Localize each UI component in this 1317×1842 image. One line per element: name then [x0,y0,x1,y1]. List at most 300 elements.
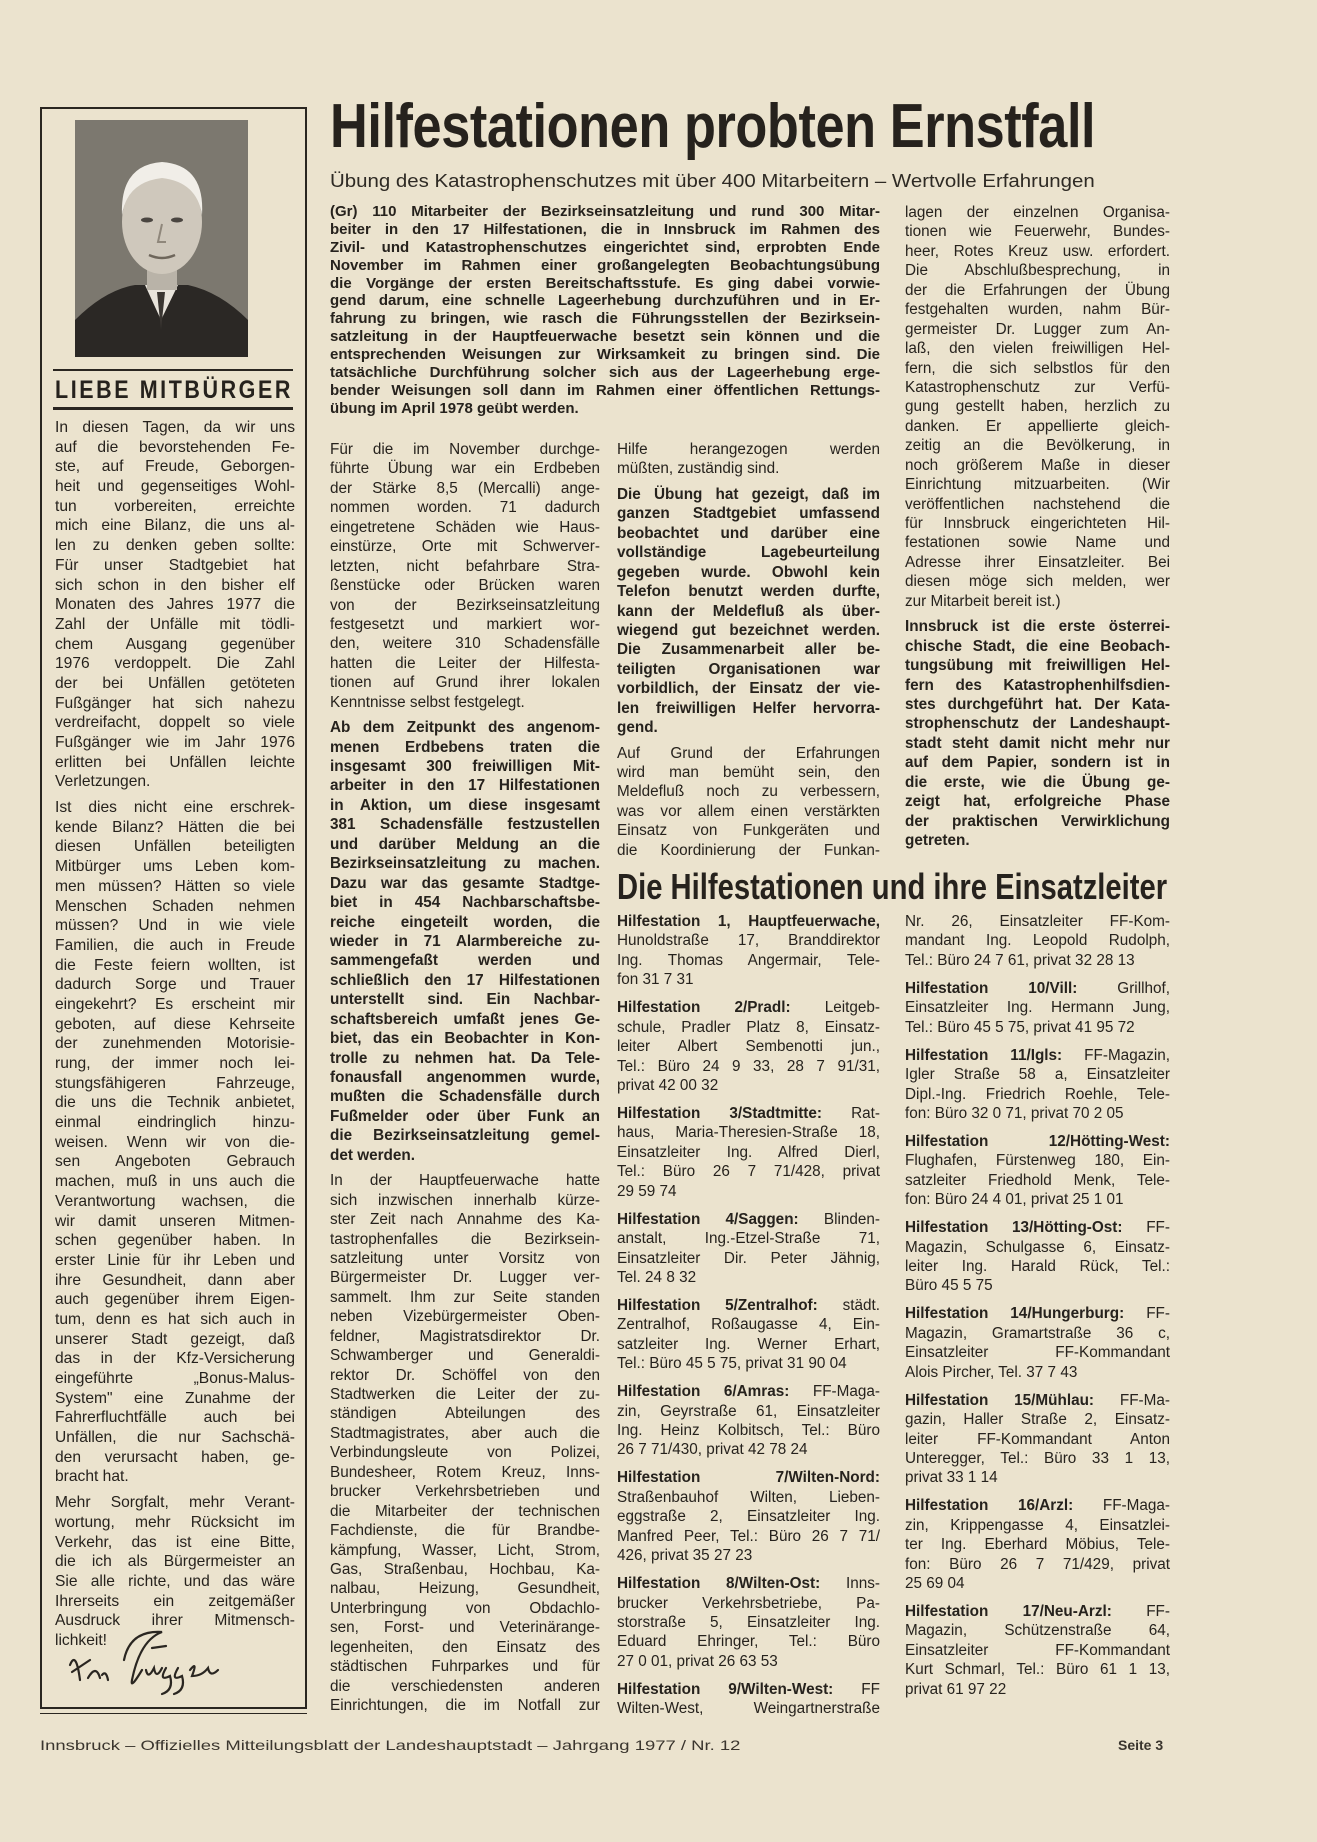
station-first-line [905,1602,1170,1621]
text-line: satzleitung unter Vorsitz von [330,1249,600,1267]
text-line: tatsächliche Durchführung solcher sich aus der Lageerhebung erge- [330,364,880,382]
text-line: sich inzwischen innerhalb kürze- [330,1191,600,1209]
text-line: anstalt, Ing.-Etzel-Straße 71, [617,1230,880,1248]
station-first-line [617,1296,880,1315]
text-line: einstürze, Orte mit Schwerver- [330,538,600,556]
text-line: men müssen? Hätten so viele [55,877,295,895]
station-first-line [617,1104,880,1123]
text-line: auch gegenüber ihrem Eigen- [55,1291,295,1309]
text-line: Schwamberger und Generaldi- [330,1347,600,1365]
text-line: Ihrerseits ein zeitgemäßer [55,1592,295,1610]
station-first-line [905,979,1170,998]
text-line: ihre Gesundheit, dann aber [55,1271,295,1289]
text-line: 29 59 74 [617,1182,677,1200]
text-line: Dipl.-Ing. Friedrich Roehle, Tele- [905,1085,1170,1103]
paragraph [617,744,880,861]
paragraph [617,485,880,738]
text-line: lichkeit! [55,1631,107,1649]
paragraph [905,203,1170,611]
station-entry [905,1218,1170,1296]
text-line: zeigt hat, erfolgreiche Phase [905,793,1170,811]
text-line: satzleiter Friedhold Menk, Tele- [905,1171,1170,1189]
text-line: strophenschutz der Landeshaupt- [905,715,1170,733]
text-line: stes durchgeführt hat. Der Kata- [905,695,1170,713]
text-line: brucker Verkehrsbetrieben und [330,1483,600,1501]
text-line: ßenstücke oder Brücken waren [330,577,600,595]
text-line: machen, muß in uns auch die [55,1173,295,1191]
text-line: fon: Büro 26 7 71/429, privat [905,1555,1170,1573]
text-line: Adresse ihrer Einsatzleiter. Bei [905,553,1170,571]
text-line: veröffentlichen nachstehend die [905,495,1170,513]
text-line: Verantwortung wachsen, die [55,1192,295,1210]
text-line: ste, auf Freude, Geborgen- [55,458,295,476]
text-line: Tel.: Büro 24 9 33, 28 7 91/31, [617,1057,880,1075]
text-line: Fußgänger wie im Jahr 1976 [55,734,295,751]
text-line: die Mitarbeiter der technischen [330,1502,600,1520]
text-line: eggstraße 2, Einsatzleiter Ing. [617,1508,880,1526]
paragraph [330,440,600,712]
text-line: zin, Geyrstraße 61, Einsatzleiter [617,1402,880,1420]
text-line: die Bezirkseinsatzleitung gemel- [330,1127,600,1145]
text-line: Unteregger, Tel.: Büro 33 1 13, [905,1449,1170,1467]
text-line: wir damit unseren Mitmen- [55,1212,295,1230]
text-line: zeitig an die Bevölkerung, in [905,437,1170,455]
text-line: Die Abschlußbesprechung, in [905,262,1170,280]
station-text: FF- [1146,1219,1170,1237]
text-line: führte Übung war ein Erdbeben [330,460,600,478]
text-line: eingekehrt? Es erscheint mir [55,995,295,1013]
station-entry [905,1046,1170,1124]
text-line: fon: Büro 32 0 71, privat 70 2 05 [905,1104,1124,1122]
text-line: Wilten-West, Weingartnerstraße [617,1700,880,1718]
text-line: Mitbürger ums Leben kom- [55,858,295,876]
text-line: 426, privat 35 27 23 [617,1547,753,1565]
text-line: entsprechenden Weisungen zur Wirksamkeit zu bringen sind. Die [330,346,880,364]
text-line: festgehalten wurden, nahm Bür- [905,301,1170,319]
station-title: Hilfestation 11/Igls: [905,1046,1063,1064]
station-first-line [905,1218,1170,1237]
text-line: was vor allem einen verstärkten [617,802,880,820]
station-entry [617,1296,880,1374]
text-line: Zahl der Unfälle mit tödli- [55,615,295,633]
text-line: sammengefaßt werden und [330,952,600,970]
station-first-line [905,1046,1170,1065]
text-line: bracht hat. [55,1468,129,1486]
text-line: kann der Meldefluß als über- [617,602,880,620]
text-line: müßten, zuständig sind. [617,460,780,478]
station-first-line [905,1496,1170,1515]
text-line: fern des Katastrophenhilfsdien- [905,676,1170,694]
text-line: menen Erdbebens traten die [330,738,600,756]
text-line: beiter in den 17 Hilfestationen, die in Innsbruck im Rahmen des [330,220,880,238]
text-line: 381 Schadensfälle festzustellen [330,816,600,834]
station-entry [617,1680,880,1719]
text-line: tionen wie Feuerwehr, Bundes- [905,223,1170,241]
text-line: Für unser Stadtgebiet hat [55,556,295,574]
station-entry [617,1574,880,1671]
text-line: leiter FF-Kommandant Anton [905,1430,1170,1448]
station-entry [617,1468,880,1565]
text-line: Unfällen, die nur Sachschä- [55,1429,295,1447]
text-line: erlitten bei Unfällen leichte [55,753,295,771]
station-text: FF- [1146,1305,1170,1323]
text-line: schule, Pradler Platz 8, Einsatz- [617,1018,880,1036]
station-entry [617,998,880,1095]
text-line: Tel.: Büro 45 5 75, privat 31 90 04 [617,1355,847,1373]
text-line: festgesetzt und markiert wor- [330,615,600,633]
station-text: FF- [1146,1603,1170,1620]
paragraph [55,418,295,792]
text-line: heer, Rotes Kreuz usw. erfordert. [905,242,1170,260]
text-line: legenheiten, den Einsatz des [330,1638,600,1656]
text-line: feldner, Magistratsdirektor Dr. [330,1327,600,1345]
article-column-1 [330,440,600,1715]
text-line: Stadtmagistrates, aber auch die [330,1424,600,1442]
text-line: gung gestellt haben, herzlich zu [905,398,1170,416]
text-line: Ausdruck ihrer Mitmensch- [55,1612,295,1630]
station-first-line [617,1382,880,1401]
text-line: auf dem Papier, sondern ist in [905,754,1170,772]
station-text: Rat- [851,1104,880,1122]
text-line: unserer Stadt gezeigt, daß [55,1330,295,1348]
text-line: Magazin, Schützenstraße 64, [905,1622,1170,1640]
text-line: Tel.: Büro 26 7 71/428, privat [617,1163,880,1181]
text-line: November im Rahmen einer großangelegten Beobachtungsübung [330,256,880,274]
text-line: müssen? Und in wie viele [55,917,295,935]
text-line: eingeführte „Bonus-Malus- [55,1370,295,1387]
text-line: sich schon in den bisher elf [55,576,295,594]
text-line: Monaten des Jahres 1977 die [55,596,295,614]
text-line: fern, die sich selbstlos für den [905,359,1170,377]
text-line: Einsatzleiter FF-Kommandant [905,1641,1170,1659]
text-line: den verursacht haben, ge- [55,1448,295,1466]
text-line: reiche eingeteilt worden, die [330,913,600,931]
article-column-3 [905,203,1170,850]
text-line: letzten, nicht befahrbare Stra- [330,557,600,575]
text-line: privat 42 00 32 [617,1077,719,1094]
text-line: heit und gegenseitiges Wohl- [55,478,295,496]
text-line: festationen sowie Name und [905,534,1170,552]
text-line: städtischen Fuhrparkes und für [330,1658,600,1676]
text-line: Fachdienste, die für Brandbe- [330,1522,600,1540]
text-line: 1976 verdoppelt. Die Zahl [55,655,295,673]
paragraph [330,1171,600,1715]
text-line: satzleitung in der Hauptfeuerwache besetzt sein können und die [330,328,880,346]
paragraph [330,718,600,1165]
station-entry-continued [905,912,1170,970]
station-title: Hilfestation 16/Arzl: [905,1497,1074,1515]
text-line: chem Ausgang gegenüber [55,635,295,653]
text-line: neben Vizebürgermeister Oben- [330,1308,600,1326]
text-line: gazin, Haller Straße 2, Einsatz- [905,1411,1170,1429]
text-line: Tel.: Büro 24 7 61, privat 32 28 13 [905,951,1135,969]
station-text: Leitgeb- [824,999,880,1017]
station-title: Hilfestation 3/Stadtmitte: [617,1104,823,1122]
text-line: sen, Forst- und Veterinärange- [330,1619,600,1637]
text-line: diesen möge sich melden, wer [905,573,1170,591]
text-line: tungsübung mit freiwilligen Hel- [905,657,1170,675]
text-line: fon 31 7 31 [617,971,694,989]
text-line: Manfred Peer, Tel.: Büro 26 7 71/ [617,1527,880,1545]
text-line: sen Angeboten Gebrauch [55,1153,295,1171]
text-line: mandant Ing. Leopold Rudolph, [905,932,1170,950]
station-title: Hilfestation 14/Hungerburg: [905,1305,1125,1323]
station-first-line [617,1210,880,1229]
title-rule-bottom [53,407,293,410]
text-line: Kurt Schmarl, Tel.: Büro 61 1 13, [905,1661,1170,1679]
station-title: Hilfestation 17/Neu-Arzl: [905,1603,1112,1620]
text-line: Kenntnisse selbst festgelegt. [330,693,525,711]
text-line: schließlich den 17 Hilfestationen [330,971,600,989]
text-line: die Koordinierung der Funkan- [617,841,880,859]
station-title: Hilfestation 6/Amras: [617,1383,790,1401]
text-line: getreten. [905,832,970,849]
text-line: tionen auf Grund ihrer lokalen [330,674,600,692]
article-headline: Hilfestationen probten Ernstfall [330,92,1096,161]
station-entry [905,1391,1170,1488]
text-line: die verschiedensten anderen [330,1677,600,1695]
station-title: Hilfestation 1, Hauptfeuerwache, [617,913,880,930]
text-line: Tel. 24 8 32 [617,1268,697,1286]
text-line: Mehr Sorgfalt, mehr Verant- [55,1494,295,1512]
station-text: FF [861,1680,880,1698]
text-line: leiter Ing. Harald Rück, Tel.: [905,1258,1170,1275]
text-line: vorbildlich, der Einsatz der vie- [617,680,880,698]
text-line: Die Zusammenarbeit aller be- [617,641,880,659]
text-line: auf die bevorstehenden Fe- [55,438,295,456]
text-line: privat 61 97 22 [905,1680,1007,1698]
text-line: von der Bezirkseinsatzleitung [330,596,600,614]
text-line: übung im April 1978 geübt werden. [330,399,579,417]
text-line: Familien, die auch in Freude [55,936,295,954]
station-entry [617,1104,880,1201]
station-text: FF-Maga- [812,1383,880,1401]
text-line: Ing. Thomas Angermair, Tele- [617,951,880,969]
text-line: fon: Büro 24 4 01, privat 25 1 01 [905,1191,1124,1209]
stations-column-1 [617,912,880,1727]
text-line: In diesen Tagen, da wir uns [55,419,295,436]
text-line: Igler Straße 58 a, Einsatzleiter [905,1066,1170,1084]
text-line: Ist dies nicht eine erschrek- [55,799,295,817]
text-line: Einrichtungen, die im Notfall zur [330,1697,600,1714]
text-line: kämpfung, Wasser, Licht, Strom, [330,1541,600,1559]
text-line: Einsatzleiter Ing. Hermann Jung, [905,999,1170,1017]
text-line: ständigen Abteilungen des [330,1405,600,1423]
text-line: einmal eindringlich hinzu- [55,1114,295,1132]
text-line: fonausfall angenommen wurde, [330,1069,600,1086]
text-line: germeister Dr. Lugger zum An- [905,320,1170,338]
text-line: Magazin, Schulgasse 6, Einsatz- [905,1238,1170,1256]
station-title: Hilfestation 5/Zentralhof: [617,1296,818,1314]
station-entry [905,1496,1170,1593]
text-line: vollständige Lagebeurteilung [617,544,880,562]
text-line: Dazu war das gesamte Stadtge- [330,874,600,892]
text-line: Fußmelder oder über Funk an [330,1107,600,1125]
stations-heading: Die Hilfestationen und ihre Einsatzleiter [617,866,1168,907]
text-line: die uns die Technik anbietet, [55,1094,295,1112]
text-line: dadurch Sorge und Trauer [55,976,295,994]
station-title: Hilfestation 7/Wilten-Nord: [617,1469,880,1487]
text-line: rektor Dr. Schöffel von den [330,1366,600,1384]
text-line: arbeiter in den 17 Hilfestationen [330,777,600,795]
text-line: Einrichtung mitzuarbeiten. (Wir [905,476,1170,494]
station-first-line [617,1680,880,1699]
text-line: lagen der einzelnen Organisa- [905,204,1170,221]
text-line: Ing. Heinz Kolbitsch, Tel.: Büro [617,1422,880,1439]
text-line: verdreifacht, doppelt so viele [55,714,295,732]
text-line: sammelt. Ihm zur Seite standen [330,1288,600,1306]
text-line: Magazin, Gramartstraße 36 c, [905,1324,1170,1342]
station-text: FF-Ma- [1119,1391,1170,1409]
text-line: In der Hauptfeuerwache hatte [330,1172,600,1190]
text-line: Einsatz von Funkgeräten und [617,822,880,840]
text-line: wiegend gut bezeichnet werden. [617,621,880,639]
text-line: gend darum, eine schnelle Lageerhebung durchzuführen und in Er- [330,292,880,310]
text-line: hatten die Leiter der Hilfesta- [330,654,600,672]
text-line: Fußgänger hat sich nahezu [55,694,295,712]
text-line: die ich als Bürgermeister an [55,1553,295,1571]
text-line: das in der Kfz-Versicherung [55,1350,295,1368]
text-line: (Gr) 110 Mitarbeiter der Bezirkseinsatzleitung und rund 300 Mitar- [330,203,880,220]
station-first-line [617,912,880,931]
station-title: Hilfestation 2/Pradl: [617,999,791,1017]
box-bottom-rule [40,1707,307,1714]
text-line: wortung, mehr Rücksicht im [55,1513,295,1531]
station-text: FF-Magazin, [1084,1046,1171,1064]
text-line: Stadtwerken die Leiter der zu- [330,1386,600,1403]
text-line: Hilfe herangezogen werden [617,441,880,458]
text-line: brucker Verkehrsbetriebe, Pa- [617,1594,880,1612]
text-line: laß, den vielen freiwilligen Hel- [905,340,1170,358]
text-line: mußten die Schadensfälle durch [330,1088,600,1106]
text-line: unterstellt sind. Ein Nachbar- [330,991,600,1009]
station-title: Hilfestation 12/Hötting-West: [905,1132,1170,1150]
text-line: den, weitere 310 Schadensfälle [330,635,600,653]
text-line: Verletzungen. [55,773,151,791]
station-title: Hilfestation 4/Saggen: [617,1210,799,1228]
text-line: det werden. [330,1146,415,1164]
text-line: Flughafen, Fürstenweg 180, Ein- [905,1152,1170,1170]
text-line: Meldefluß noch zu verbessern, [617,783,880,801]
text-line: teiligten Organisationen war [617,660,880,678]
text-line: ster Zeit nach Annahme des Ka- [330,1211,600,1229]
station-entry [905,1132,1170,1210]
text-line: Bundesheer, Rotem Kreuz, Inns- [330,1463,600,1481]
text-line: gend. [617,719,658,737]
station-title: Hilfestation 15/Mühlau: [905,1391,1095,1409]
text-line: die erste, wie die Übung ge- [905,773,1170,791]
text-line: nommen worden. 71 dadurch [330,499,600,517]
station-entry [905,1602,1170,1699]
text-line: fahrung zu bringen, wie rasch die Führungsstellen der Bezirksein- [330,310,880,328]
station-title: Hilfestation 8/Wilten-Ost: [617,1575,821,1593]
text-line: biet, das ein Beobachter in Kon- [330,1030,600,1048]
text-line: schaftsbereich umfaßt jenes Ge- [330,1010,600,1028]
text-line: haus, Maria-Theresien-Straße 18, [617,1124,880,1142]
text-line: diesen Unfällen beteiligten [55,838,295,856]
text-line: Verkehr, das ist eine Bitte, [55,1533,295,1551]
text-line: die Feste feiern wollten, ist [55,956,295,974]
text-line: die Vorgänge der ersten Bereitschaftsstufe. Es ging dabei vorwie- [330,274,880,292]
station-text: FF-Maga- [1102,1497,1170,1515]
page-number: Seite 3 [1118,1737,1164,1753]
text-line: Zivil- und Katastrophenschutzes eingerichtet sind, erprobten Ende [330,238,880,256]
text-line: noch größerem Maße in dieser [905,456,1170,474]
text-line: insgesamt 300 freiwilligen Mit- [330,758,600,775]
text-line: der Stärke 8,5 (Mercalli) ange- [330,479,600,497]
text-line: nalbau, Heizung, Gesundheit, [330,1580,600,1598]
text-line: tastrophenfalles die Bezirksein- [330,1230,600,1248]
text-line: 27 0 01, privat 26 63 53 [617,1652,778,1670]
text-line: System" eine Zunahme der [55,1389,295,1407]
text-line: satzleiter Ing. Werner Erhart, [617,1335,880,1353]
article-column-2 [617,440,880,860]
letter-heading: LIEBE MITBÜRGER [55,376,293,404]
text-line: leiter Albert Sembenotti jun., [617,1038,880,1056]
station-first-line [905,1132,1170,1151]
text-line: Unterbringung von Obdachlo- [330,1599,600,1617]
text-line: 26 7 71/430, privat 42 78 24 [617,1441,808,1459]
text-line: Sie alle richte, und das wäre [55,1572,295,1590]
station-entry [617,912,880,990]
paragraph [330,203,880,418]
text-line: Die Übung hat gezeigt, daß im [617,485,880,503]
station-title: Hilfestation 10/Vill: [905,979,1078,997]
text-line: Bezirkseinsatzleitung zu machen. [330,855,600,873]
text-line: danken. Er appellierte gleich- [905,417,1170,435]
text-line: und darüber Meldung an die [330,835,600,853]
text-line: bender Weisungen soll dann im Rahmen einer öffentlichen Rettungs- [330,381,880,399]
text-line: Für die im November durchge- [330,441,600,458]
text-line: chische Stadt, die eine Beobach- [905,637,1170,655]
mayor-letter-text [55,418,295,1651]
paragraph [55,798,295,1487]
station-entry [905,979,1170,1037]
page-footer: Innsbruck – Offizielles Mitteilungsblatt der Landeshauptstadt – Jahrgang 1977 / Nr. 12 [40,1737,741,1753]
station-entry [617,1210,880,1288]
station-title: Hilfestation 9/Wilten-West: [617,1680,834,1698]
text-line: 25 69 04 [905,1575,965,1593]
text-line: eingetretene Schäden wie Haus- [330,518,600,536]
mayor-portrait-photo [75,120,248,357]
station-first-line [617,998,880,1017]
text-line: für Innsbruck eingerichteten Hil- [905,515,1170,532]
station-text: Inns- [845,1575,880,1593]
text-line: Telefon benutzt werden durfte, [617,583,880,601]
text-line: ganzen Stadtgebiet umfassend [617,505,880,523]
text-line: zur Mitarbeit bereit ist.) [905,592,1061,610]
text-line: Gas, Straßenbau, Hochbau, Ka- [330,1560,600,1578]
text-line: Einsatzleiter FF-Kommandant [905,1344,1170,1362]
text-line: zin, Krippengasse 4, Einsatzlei- [905,1516,1170,1534]
text-line: Innsbruck ist die erste österrei- [905,618,1170,636]
text-line: ter Ing. Eberhard Möbius, Tele- [905,1536,1170,1554]
text-line: Menschen Schaden nehmen [55,897,295,915]
station-entry [905,1304,1170,1382]
text-line: len freiwilligen Helfer hervorra- [617,699,880,717]
text-line: Hunoldstraße 17, Branddirektor [617,932,880,950]
text-line: Verbindungsleute von Polizei, [330,1444,600,1462]
text-line: Katastrophenschutz zur Verfü- [905,378,1170,396]
text-line: Auf Grund der Erfahrungen [617,744,880,762]
text-line: trolle zu nehmen hat. Da Tele- [330,1049,600,1067]
text-line: storstraße 5, Einsatzleiter Ing. [617,1613,880,1631]
station-first-line [905,1391,1170,1410]
article-lead [330,203,880,418]
text-line: Straßenbauhof Wilten, Lieben- [617,1488,880,1506]
text-line: Nr. 26, Einsatzleiter FF-Kom- [905,913,1170,930]
text-line: Einsatzleiter Ing. Alfred Dierl, [617,1143,880,1161]
